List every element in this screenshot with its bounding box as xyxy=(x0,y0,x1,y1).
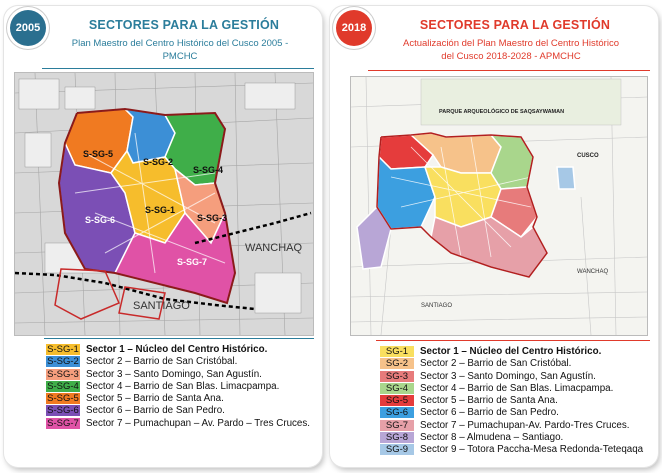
legend-item xyxy=(380,346,650,358)
map-label-santiago: SANTIAGO xyxy=(421,303,453,309)
year-badge: 2005 xyxy=(10,10,46,46)
legend-swatch: SG-2 xyxy=(380,358,414,369)
legend-item xyxy=(380,407,650,419)
legend-item xyxy=(380,371,650,383)
legend-label: Sector 3 – Santo Domingo, San Agustín. xyxy=(86,368,262,380)
legend-label: Sector 9 – Totora Paccha-Mesa Redonda-Teteqaqa xyxy=(420,444,644,456)
sector-sg-9 xyxy=(557,167,575,189)
legend-swatch: SG-3 xyxy=(380,371,414,382)
legend-label: Sector 2 – Barrio de San Cristóbal. xyxy=(420,358,572,370)
legend-swatch: S-SG-2 xyxy=(47,356,79,368)
legend-label: Sector 5 – Barrio de Santa Ana. xyxy=(420,395,558,407)
card-subtitle xyxy=(370,38,652,63)
legend-item xyxy=(380,358,650,370)
sector-map-2005 xyxy=(14,72,314,336)
legend-swatch: S-SG-1 xyxy=(47,344,79,355)
legend-item xyxy=(46,344,314,356)
subtitle-line-2: del Cusco 2018-2028 - APMCHC xyxy=(441,50,581,62)
legend-label: Sector 5 – Barrio de Santa Ana. xyxy=(86,393,224,405)
legend-label: Sector 3 – Santo Domingo, San Agustín. xyxy=(420,370,596,382)
legend-swatch: SG-5 xyxy=(380,395,414,406)
legend-item xyxy=(380,444,650,456)
subtitle-line-2: PMCHC xyxy=(162,50,198,62)
legend-item xyxy=(46,418,314,430)
map-label-s-sg-5: S-SG-5 xyxy=(83,149,114,159)
map-label-wanchaq: WANCHAQ xyxy=(577,269,609,275)
subtitle-line-1: Plan Maestro del Centro Histórico del Cusco 2005 - xyxy=(71,38,289,49)
legend-item xyxy=(46,369,314,381)
legend-item xyxy=(380,432,650,444)
subtitle-line-1: Actualización del Plan Maestro del Centro Histórico xyxy=(403,38,619,49)
legend-label: Sector 1 – Núcleo del Centro Histórico. xyxy=(86,344,268,355)
legend-swatch: SG-7 xyxy=(380,420,414,431)
legend-item xyxy=(46,381,314,393)
legend-item xyxy=(46,393,314,405)
legend-swatch: SG-8 xyxy=(380,432,414,443)
map-label-s-sg-6: S-SG-6 xyxy=(85,215,116,225)
legend-swatch: S-SG-3 xyxy=(47,368,79,380)
map-label-cusco: CUSCO xyxy=(577,153,599,159)
plan-2018-card xyxy=(330,6,658,467)
legend-item xyxy=(380,395,650,407)
legend-swatch: SG-6 xyxy=(380,407,414,418)
legend-divider xyxy=(376,340,650,341)
map-label-s-sg-1: S-SG-1 xyxy=(145,205,176,215)
map-label-santiago: SANTIAGO xyxy=(133,300,190,312)
legend-swatch: SG-4 xyxy=(380,383,414,394)
legend-swatch: S-SG-4 xyxy=(47,380,79,392)
legend-item xyxy=(380,383,650,395)
legend-label: Sector 2 – Barrio de San Cristóbal. xyxy=(86,356,238,368)
legend-item xyxy=(46,405,314,417)
legend-label: Sector 4 – Barrio de San Blas. Limacpampa. xyxy=(86,380,280,392)
map-label-s-sg-3: S-SG-3 xyxy=(197,213,228,223)
legend-swatch: SG-1 xyxy=(380,346,414,357)
year-badge: 2018 xyxy=(336,10,372,46)
title-divider xyxy=(42,68,314,69)
legend-label: Sector 7 – Pumachupan – Av. Pardo – Tres Cruces. xyxy=(86,417,310,429)
legend-label: Sector 8 – Almudena – Santiago. xyxy=(420,432,564,444)
legend-swatch: SG-9 xyxy=(380,444,414,455)
legend-swatch: S-SG-5 xyxy=(47,393,79,405)
legend-swatch: S-SG-7 xyxy=(47,417,79,429)
card-subtitle xyxy=(44,38,316,63)
map-label-s-sg-2: S-SG-2 xyxy=(143,157,174,167)
map-label-s-sg-7: S-SG-7 xyxy=(177,257,208,267)
legend-divider xyxy=(44,338,314,339)
legend-2018 xyxy=(380,346,650,457)
card-title: SECTORES PARA LA GESTIÓN xyxy=(419,18,611,32)
legend-label: Sector 6 – Barrio de San Pedro. xyxy=(420,407,559,419)
legend-label: Sector 7 – Pumachupan-Av. Pardo-Tres Cruces. xyxy=(420,419,630,431)
legend-label: Sector 6 – Barrio de San Pedro. xyxy=(86,405,225,417)
map-label-park: PARQUE ARQUEOLÓGICO DE SAQSAYWAMAN xyxy=(439,109,565,115)
legend-label: Sector 4 – Barrio de San Blas. Limacpampa. xyxy=(420,382,614,394)
legend-2005 xyxy=(46,344,314,430)
legend-swatch: S-SG-6 xyxy=(47,405,79,417)
card-title: SECTORES PARA LA GESTIÓN xyxy=(88,18,280,32)
map-label-wanchaq: WANCHAQ xyxy=(245,242,303,254)
plan-2005-card xyxy=(4,6,322,467)
title-divider xyxy=(368,70,650,71)
legend-item xyxy=(380,420,650,432)
map-label-s-sg-4: S-SG-4 xyxy=(193,165,224,175)
sector-map-2018 xyxy=(350,76,648,336)
legend-label: Sector 1 – Núcleo del Centro Histórico. xyxy=(420,346,602,357)
legend-item xyxy=(46,356,314,368)
